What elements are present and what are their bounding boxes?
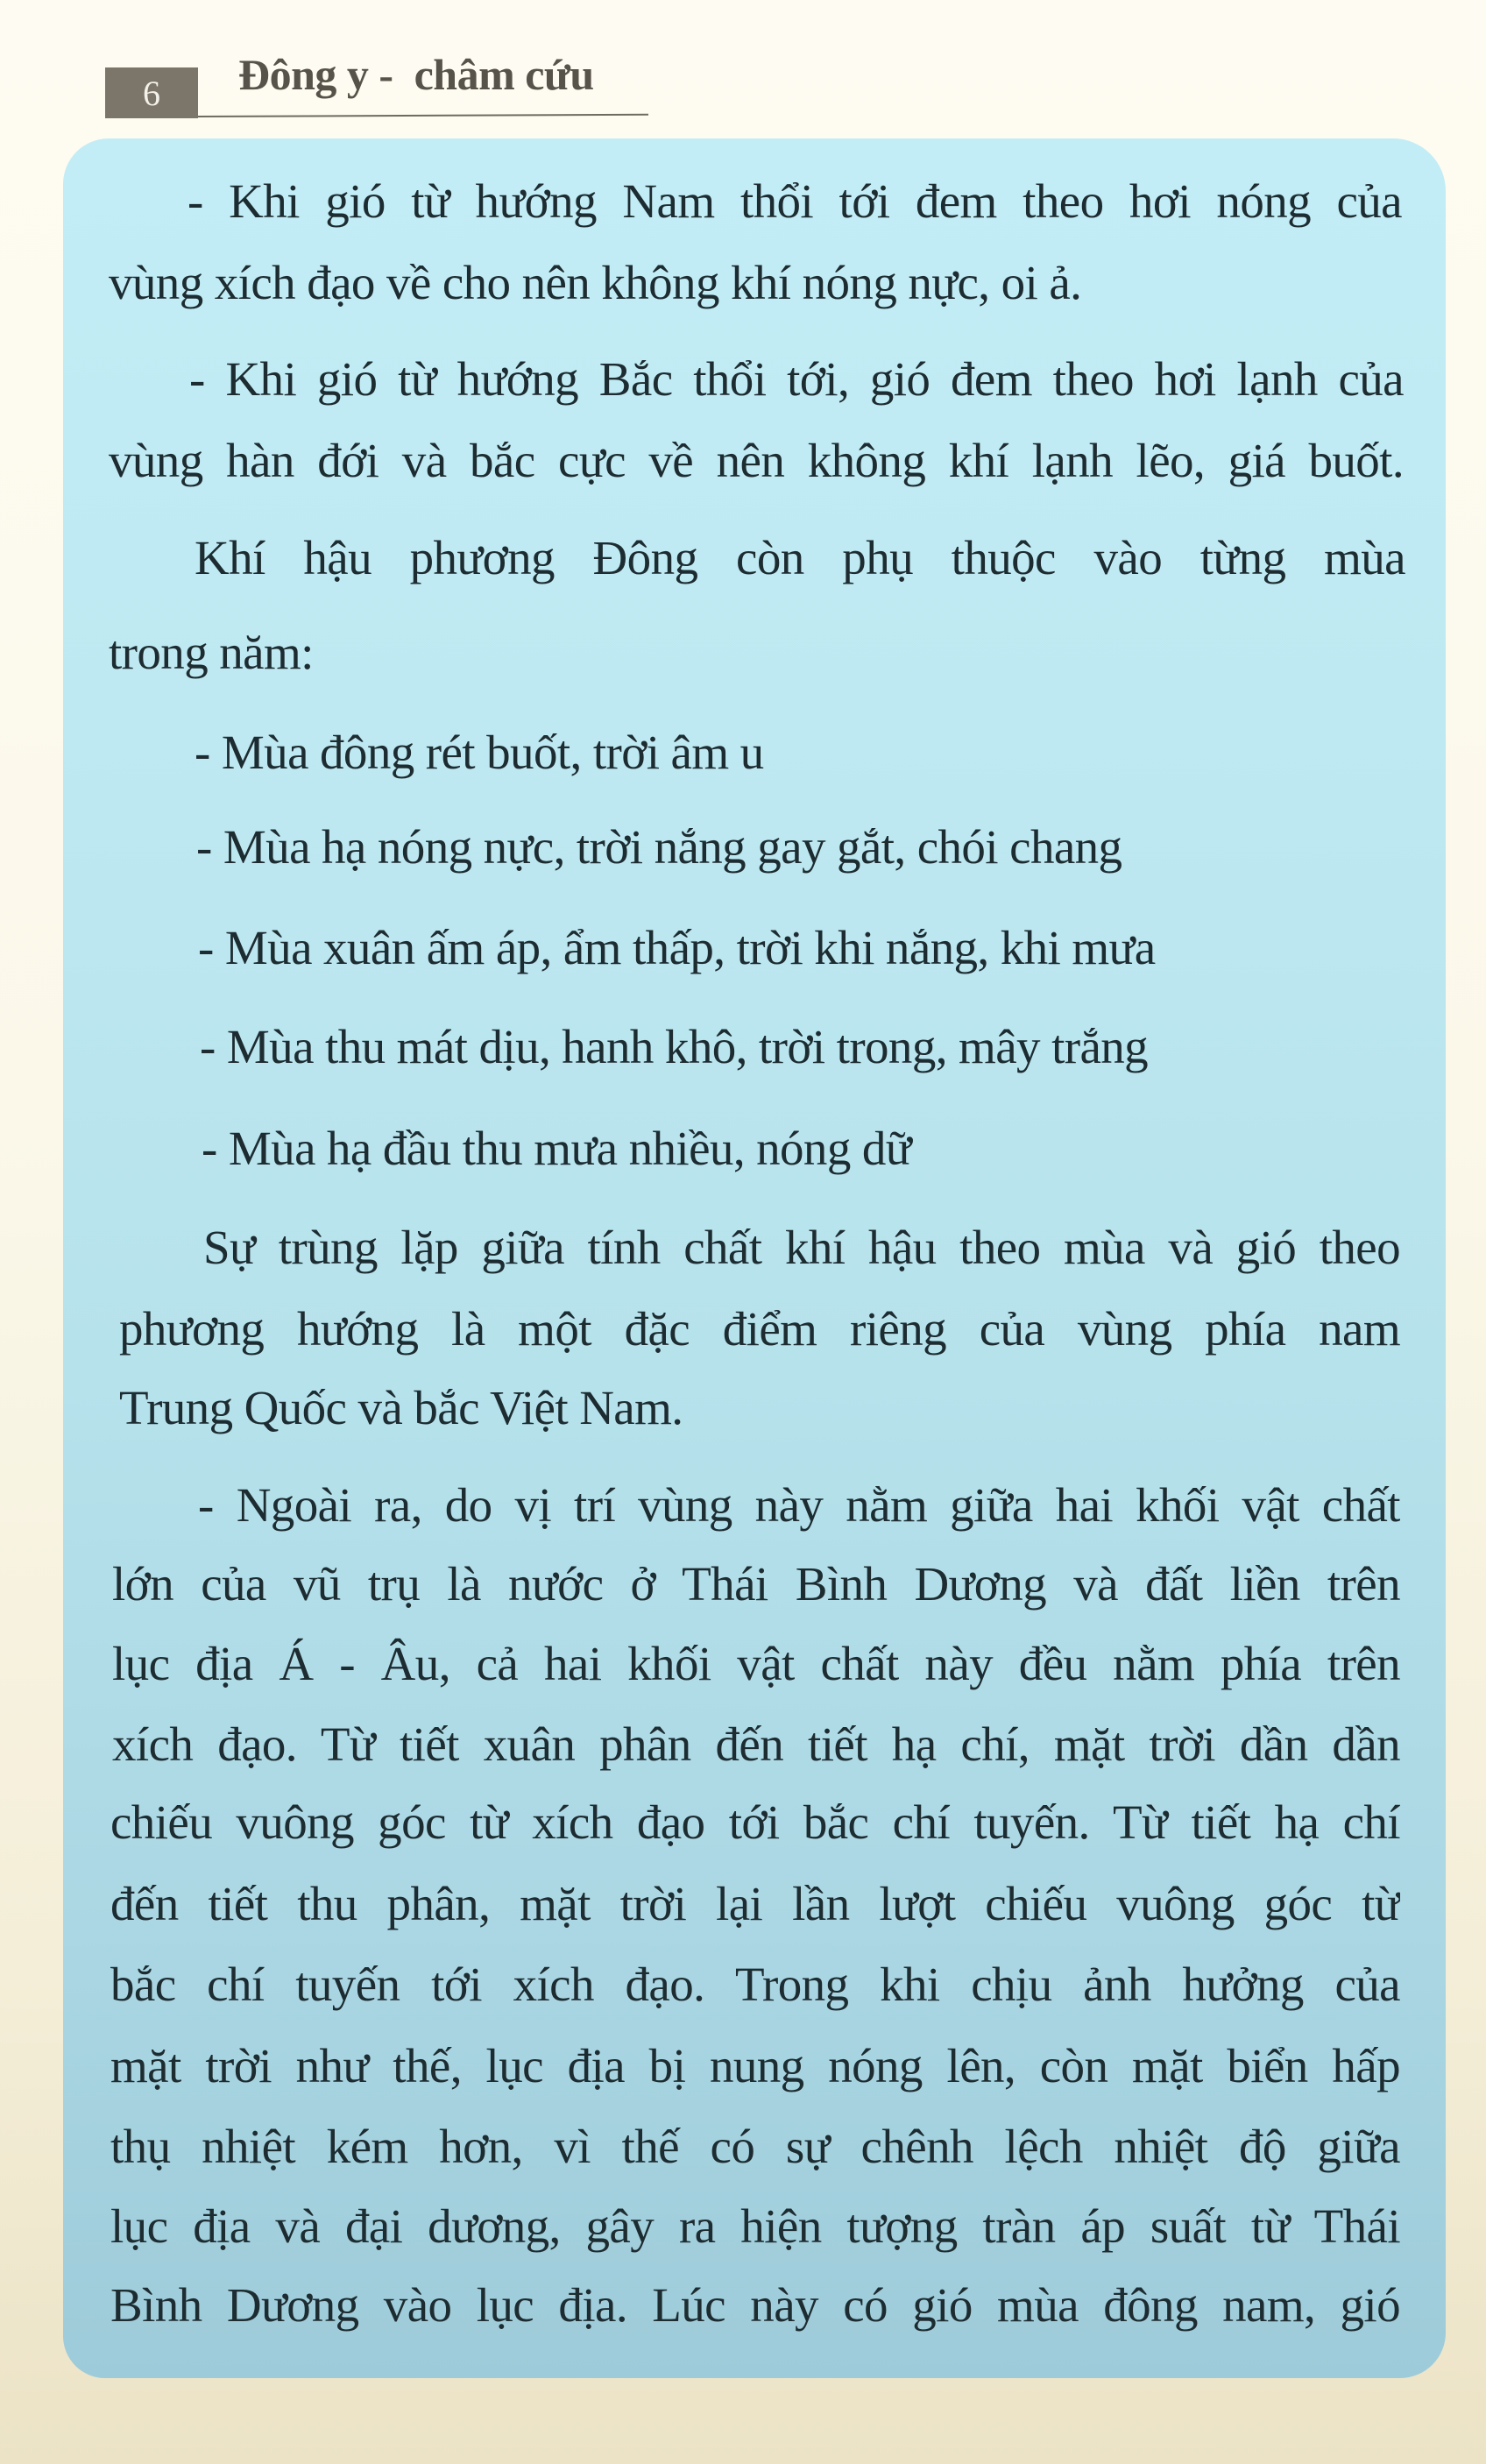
header-underline — [198, 114, 648, 117]
paragraph-4-line-2: phương hướng là một đặc điểm riêng của vùng phía nam — [119, 1302, 1400, 1356]
paragraph-2-line-1: - Khi gió từ hướng Bắc thổi tới, gió đem theo hơi lạnh của — [189, 352, 1404, 406]
paragraph-4-line-3: Trung Quốc và bắc Việt Nam. — [119, 1381, 683, 1434]
paragraph-5-line-9: thụ nhiệt kém hơn, vì thế có sự chênh lệch nhiệt độ giữa — [110, 2120, 1400, 2173]
running-title: Đông y - châm cứu — [238, 50, 594, 99]
paragraph-5-line-11: Bình Dương vào lục địa. Lúc này có gió mùa đông nam, gió — [110, 2278, 1400, 2332]
paragraph-5-line-7: bắc chí tuyến tới xích đạo. Trong khi chịu ảnh hưởng của — [110, 1958, 1400, 2011]
paragraph-5-line-5: chiếu vuông góc từ xích đạo tới bắc chí tuyến. Từ tiết hạ chí — [110, 1795, 1400, 1849]
season-item-autumn: - Mùa thu mát dịu, hanh khô, trời trong, mây trắng — [200, 1020, 1149, 1073]
paragraph-5-line-4: xích đạo. Từ tiết xuân phân đến tiết hạ chí, mặt trời dần dần — [112, 1717, 1400, 1771]
paragraph-4-line-1: Sự trùng lặp giữa tính chất khí hậu theo mùa và gió theo — [203, 1221, 1400, 1274]
paragraph-5-line-3: lục địa Á - Âu, cả hai khối vật chất này đều nằm phía trên — [112, 1637, 1400, 1690]
season-item-spring: - Mùa xuân ấm áp, ẩm thấp, trời khi nắng, khi mưa — [198, 921, 1156, 974]
season-item-summer: - Mùa hạ nóng nực, trời nắng gay gắt, chói chang — [196, 820, 1122, 874]
paragraph-1-line-2: vùng xích đạo về cho nên không khí nóng nực, oi ả. — [109, 256, 1082, 309]
season-item-winter: - Mùa đông rét buốt, trời âm u — [195, 726, 764, 779]
paragraph-5-line-8: mặt trời như thế, lục địa bị nung nóng lên, còn mặt biển hấp — [110, 2039, 1400, 2092]
paragraph-5-line-6: đến tiết thu phân, mặt trời lại lần lượt chiếu vuông góc từ — [110, 1877, 1400, 1930]
paragraph-1-line-1: - Khi gió từ hướng Nam thổi tới đem theo hơi nóng của — [188, 174, 1402, 228]
page-number: 6 — [143, 73, 160, 113]
season-item-late-summer: - Mùa hạ đầu thu mưa nhiều, nóng dữ — [202, 1122, 911, 1175]
paragraph-5-line-1: - Ngoài ra, do vị trí vùng này nằm giữa hai khối vật chất — [198, 1478, 1400, 1532]
paragraph-5-line-10: lục địa và đại dương, gây ra hiện tượng tràn áp suất từ Thái — [110, 2199, 1400, 2253]
page-number-box — [105, 67, 198, 118]
paragraph-3-line-1: Khí hậu phương Đông còn phụ thuộc vào từng mùa — [195, 531, 1405, 584]
paragraph-2-line-2: vùng hàn đới và bắc cực về nên không khí lạnh lẽo, giá buốt. — [109, 434, 1404, 487]
paragraph-5-line-2: lớn của vũ trụ là nước ở Thái Bình Dương và đất liền trên — [112, 1557, 1400, 1611]
paragraph-3-line-2: trong năm: — [109, 626, 314, 679]
